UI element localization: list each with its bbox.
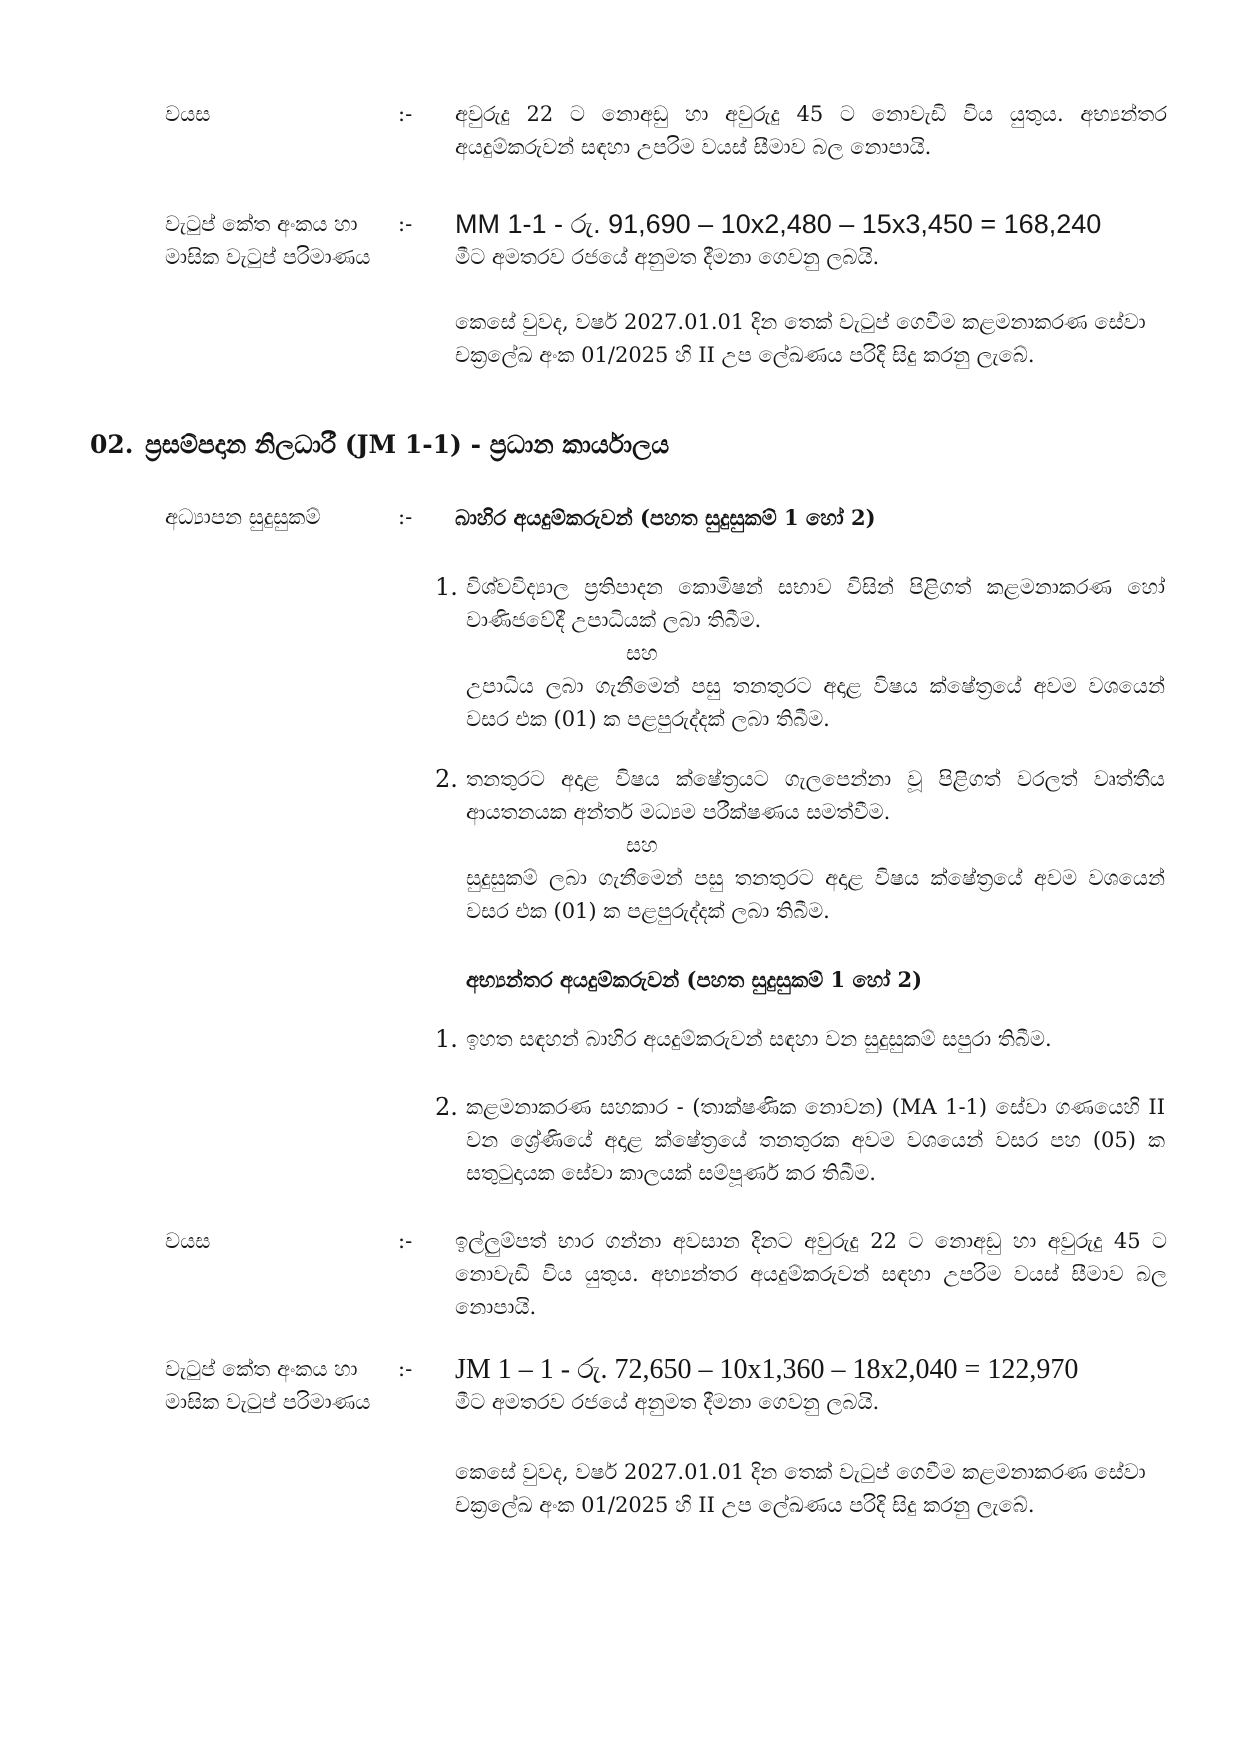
list-item-text: කළමනාකරණ සහකාර - (තාක්ෂණික නොවන) (MA 1-1) සේවා ගණයෙහි II වන ශ්‍රේණියේ අදාළ ක්ෂේත්‍රයේ තනතුරක අවම වශයෙන් වසර පහ (05) ක සතුටුදායක සේවා කාලයක් සම්පූර්ණ කර තිබීම.: [466, 1095, 1165, 1185]
list-item-text-after: සුදුසුකම් ලබා ගැනීමෙන් පසු තනතුරට අදාළ විෂය ක්ෂේත්‍රයේ අවම වශයෙන් වසර එක (01) ක පළපුරුද්දක් ලබා තිබීම.: [466, 866, 1165, 923]
list-item-number: 1.: [435, 573, 458, 601]
education-row: [165, 501, 1167, 534]
field-label-salary-line1: වැටුප් කේත අංකය හා: [165, 1357, 358, 1381]
list-item-number: 2.: [435, 1093, 458, 1121]
field-label-salary-line2: මාසික වැටුප් පරිමාණය: [165, 245, 371, 269]
salary-row-2: [165, 1353, 1167, 1419]
field-separator: :-: [398, 505, 413, 529]
section-title: ප්‍රසම්පදාන නිලධාරී (JM 1-1) - ප්‍රධාන කාර්යාලය: [145, 430, 670, 459]
list-item-body: [466, 763, 1165, 928]
field-label-salary-line2: මාසික වැටුප් පරිමාණය: [165, 1390, 371, 1414]
list-item-number: 1.: [435, 1025, 458, 1053]
list-item-external-1: [435, 571, 1165, 736]
list-item-internal-2: [435, 1091, 1165, 1190]
field-label-education: අධ්‍යාපන සුදුසුකම්: [165, 505, 321, 529]
list-item-body: [466, 571, 1165, 736]
field-label-salary: [165, 208, 398, 274]
list-item-number: 2.: [435, 765, 458, 793]
field-value-age: අවුරුදු 22 ට නොඅඩු හා අවුරුදු 45 ට නොවැඩි විය යුතුය. අභ්‍යන්තර අයදුම්කරුවන් සඳහා උපරිම වයස් සීමාව බල නොපායි.: [455, 102, 1167, 159]
section-heading: [90, 428, 669, 461]
age-row-2: [165, 1225, 1167, 1324]
field-value-salary: [455, 208, 1167, 274]
section-number: 02.: [90, 430, 134, 459]
salary-allowance-line: මීට අමතරව රජයේ අනුමත දීමනා ගෙවනු ලබයි.: [455, 1390, 880, 1414]
payment-note-1: කෙසේ වුවද, වර්ෂ 2027.01.01 දින තෙක් වැටුප් ගෙවීම කළමනාකරණ සේවා චක්‍රලේඛ අංක 01/2025 හි II උප ලේඛණය පරිදි සිදු කරනු ලැබේ.: [455, 310, 1146, 367]
list-item-text: තනතුරට අදාළ විෂය ක්ෂේත්‍රයට ගැලපෙන්නා වූ පිළිගත් වරලත් වෘත්තීය ආයතනයක අන්තර් මධ්‍යම පරීක්ෂණය සමත්වීම.: [466, 767, 1165, 824]
list-item-text-after: උපාධිය ලබා ගැනීමෙන් පසු තනතුරට අදාළ විෂය ක්ෂේත්‍රයේ අවම වශයෙන් වසර එක (01) ක පළපුරුද්දක් ලබා තිබීම.: [466, 674, 1165, 731]
external-applicants-heading: බාහිර අයදුම්කරුවන් (පහත සුදුසුකම් 1 හෝ 2): [455, 505, 876, 530]
field-separator: :-: [398, 1229, 413, 1253]
field-label-salary: [165, 1353, 398, 1419]
salary-row-1: [165, 208, 1167, 274]
field-separator: :-: [398, 212, 413, 236]
list-item-text: විශ්වවිද්‍යාල ප්‍රතිපාදන කොමිෂන් සභාව විසින් පිළිගත් කළමනාකරණ හෝ වාණිජවේදී උපාධියක් ලබා තිබීම.: [466, 575, 1165, 632]
list-item-text: ඉහත සඳහන් බාහිර අයදුම්කරුවන් සඳහා වන සුදුසුකම් සපුරා තිබීම.: [466, 1027, 1052, 1051]
list-item-external-2: [435, 763, 1165, 928]
field-label-age: වයස: [165, 102, 211, 126]
field-separator: :-: [398, 1357, 413, 1381]
salary-allowance-line: මීට අමතරව රජයේ අනුමත දීමනා ගෙවනු ලබයි.: [455, 245, 880, 269]
field-label-salary-line1: වැටුප් කේත අංකය හා: [165, 212, 358, 236]
conjunction-saha: සහ: [626, 641, 658, 665]
internal-applicants-heading: අභ්‍යන්තර අයදුම්කරුවන් (පහත සුදුසුකම් 1 හෝ 2): [466, 967, 923, 992]
field-value-age: ඉල්ලුම්පත් භාර ගන්නා අවසාන දිනට අවුරුදු 22 ට නොඅඩු හා අවුරුදු 45 ට නොවැඩි විය යුතුය. අභ්‍යන්තර අයදුම්කරුවන් සඳහා උපරිම වයස් සීමාව බල නොපායි.: [455, 1229, 1167, 1319]
salary-scale-line: JM 1 – 1 - රු. 72,650 – 10x1,360 – 18x2,040 = 122,970: [455, 1354, 1079, 1385]
conjunction-saha: සහ: [626, 833, 658, 857]
field-separator: :-: [398, 102, 413, 126]
payment-note-2: කෙසේ වුවද, වර්ෂ 2027.01.01 දින තෙක් වැටුප් ගෙවීම කළමනාකරණ සේවා චක්‍රලේඛ අංක 01/2025 හි II උප ලේඛණය පරිදි සිදු කරනු ලැබේ.: [455, 1460, 1146, 1517]
age-row-1: [165, 98, 1167, 164]
list-item-internal-1: [435, 1023, 1165, 1056]
field-value-salary: [455, 1353, 1167, 1419]
field-label-age: වයස: [165, 1229, 211, 1253]
salary-scale-line: MM 1-1 - රු. 91,690 – 10x2,480 – 15x3,450 = 168,240: [455, 209, 1102, 239]
